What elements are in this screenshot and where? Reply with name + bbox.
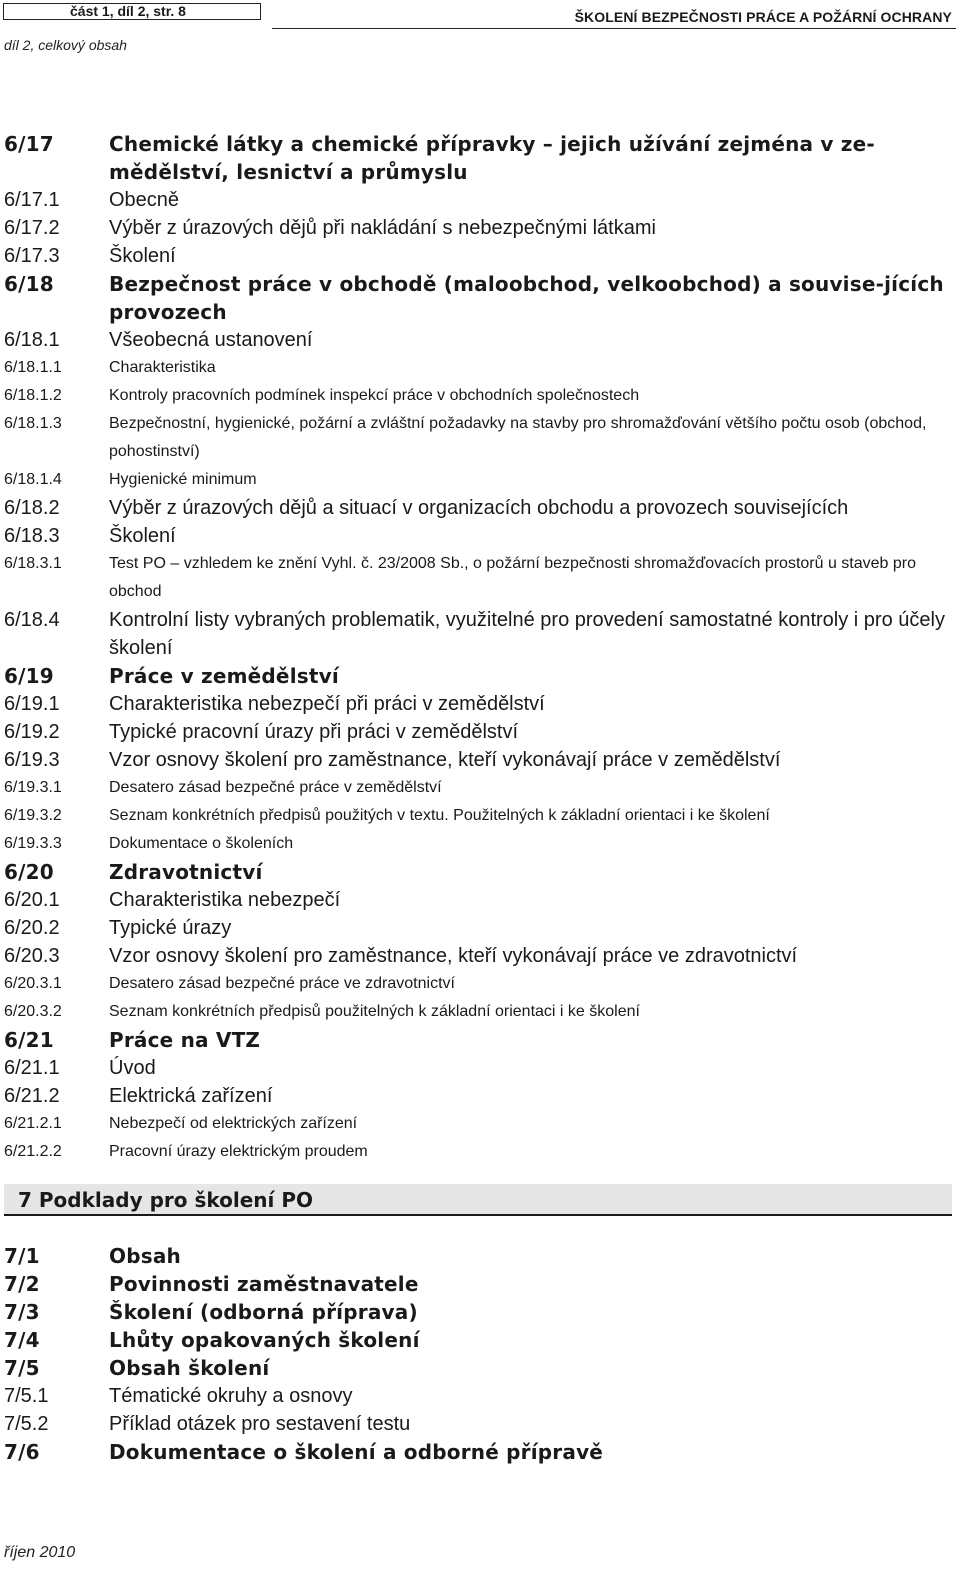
- toc-entry-title: Bezpečnostní, hygienické, požární a zvláštní požadavky na stavby pro shromažďování většího počtu osob (obchod, pohostinství): [109, 415, 927, 460]
- toc-entry-title: Charakteristika nebezpečí: [109, 889, 341, 911]
- toc-entry: [0, 494, 960, 522]
- toc-entry-number: 6/19.3.2: [4, 807, 62, 824]
- toc-entry-title: Všeobecná ustanovení: [109, 329, 313, 351]
- toc-entry-title: Obsah školení: [109, 1356, 270, 1380]
- toc-entry-number: 7/4: [4, 1328, 40, 1352]
- volume-subtitle: díl 2, celkový obsah: [4, 37, 127, 53]
- toc-entry-number: 6/20.2: [4, 917, 60, 939]
- toc-entry: [0, 1354, 960, 1382]
- toc-entry-title: Školení: [109, 525, 176, 547]
- toc-entry: [0, 774, 960, 802]
- toc-entry: [0, 662, 960, 690]
- toc-entry-number: 7/5: [4, 1356, 40, 1380]
- toc-entry-number: 6/21.1: [4, 1057, 60, 1079]
- toc-entry: [0, 970, 960, 998]
- toc-entry-title: Elektrická zařízení: [109, 1085, 273, 1107]
- toc-entry-number: 6/17.3: [4, 245, 60, 267]
- toc-entry-number: 6/17.1: [4, 189, 60, 211]
- section-7-heading: 7 Podklady pro školení PO: [4, 1184, 952, 1216]
- toc-entry-title: Lhůty opakovaných školení: [109, 1328, 420, 1352]
- toc-entry-title: Výběr z úrazových dějů při nakládání s nebezpečnými látkami: [109, 217, 656, 239]
- toc-entry-number: 6/17: [4, 132, 54, 156]
- toc-entry-title: Příklad otázek pro sestavení testu: [109, 1413, 411, 1435]
- toc-entry-number: 6/18.2: [4, 497, 60, 519]
- toc-entry-number: 7/2: [4, 1272, 40, 1296]
- toc-entry-number: 6/18.1.4: [4, 471, 62, 488]
- toc-entry: [0, 382, 960, 410]
- toc-entry-number: 6/21: [4, 1028, 54, 1052]
- toc-entry-number: 6/20.3.2: [4, 1003, 62, 1020]
- toc-entry: [0, 1138, 960, 1166]
- toc-entry-number: 6/18.1.1: [4, 359, 62, 376]
- toc-entry-title: Školení (odborná příprava): [109, 1300, 418, 1324]
- toc-entry-title: Seznam konkrétních předpisů použitých v textu. Použitelných k základní orientaci i ke školení: [109, 807, 770, 824]
- toc-entry: [0, 746, 960, 774]
- toc-entry-title: Zdravotnictví: [109, 860, 263, 884]
- toc-entry: [0, 998, 960, 1026]
- toc-entry: [0, 1410, 960, 1438]
- toc-entry-title: Chemické látky a chemické přípravky – jejich užívání zejména v ze-mědělství, lesnictví a průmyslu: [109, 132, 875, 184]
- toc-entry: [0, 1382, 960, 1410]
- toc-entry-number: 6/18.3: [4, 525, 60, 547]
- toc-entry: [0, 550, 960, 606]
- toc-entry: [0, 214, 960, 242]
- toc-entry-title: Obsah: [109, 1244, 181, 1268]
- toc-entry-number: 6/20.1: [4, 889, 60, 911]
- toc-entry: [0, 1054, 960, 1082]
- toc-entry-number: 6/18.1.3: [4, 415, 62, 432]
- toc-entry-title: Výběr z úrazových dějů a situací v organizacích obchodu a provozech souvisejících: [109, 497, 849, 519]
- document-title: ŠKOLENÍ BEZPEČNOSTI PRÁCE A POŽÁRNÍ OCHRANY: [574, 9, 952, 25]
- toc-entry-number: 6/18: [4, 272, 54, 296]
- toc-entry-title: Nebezpečí od elektrických zařízení: [109, 1115, 358, 1132]
- toc-entry-number: 6/18.3.1: [4, 555, 62, 572]
- toc-entry-number: 6/18.4: [4, 609, 60, 631]
- toc-entry-title: Povinnosti zaměstnavatele: [109, 1272, 419, 1296]
- toc-entry-title: Desatero zásad bezpečné práce ve zdravotnictví: [109, 975, 455, 992]
- toc-entry: [0, 1242, 960, 1270]
- toc-entry-title: Kontrolní listy vybraných problematik, využitelné pro provedení samostatné kontroly i pro účely školení: [109, 609, 945, 659]
- toc-entry-number: 6/19.3.3: [4, 835, 62, 852]
- toc-entry-title: Vzor osnovy školení pro zaměstnance, kteří vykonávají práce v zemědělství: [109, 749, 781, 771]
- toc-entry-title: Vzor osnovy školení pro zaměstnance, kteří vykonávají práce ve zdravotnictví: [109, 945, 798, 967]
- toc-entry: [0, 1438, 960, 1466]
- toc-entry-title: Charakteristika nebezpečí při práci v zemědělství: [109, 693, 545, 715]
- toc-entry-number: 7/6: [4, 1440, 40, 1464]
- toc-entry-number: 6/19.3: [4, 749, 60, 771]
- toc-entry-title: Práce na VTZ: [109, 1028, 261, 1052]
- toc-entry-title: Bezpečnost práce v obchodě (maloobchod, velkoobchod) a souvise-jících provozech: [109, 272, 944, 324]
- toc-entry-number: 6/21.2.1: [4, 1115, 62, 1132]
- toc-entry: [0, 942, 960, 970]
- toc-entry-number: 7/5.2: [4, 1413, 49, 1435]
- toc-entry: [0, 830, 960, 858]
- toc-entry-title: Typické úrazy: [109, 917, 232, 939]
- toc-entry: [0, 326, 960, 354]
- toc-entry-title: Pracovní úrazy elektrickým proudem: [109, 1143, 368, 1160]
- toc-entry-number: 6/20: [4, 860, 54, 884]
- toc-entry: [0, 914, 960, 942]
- toc-entry-title: Úvod: [109, 1057, 156, 1079]
- table-of-contents: [0, 130, 960, 1166]
- part-label-box: [3, 3, 261, 20]
- toc-entry-number: 6/21.2.2: [4, 1143, 62, 1160]
- toc-entry-title: Práce v zemědělství: [109, 664, 339, 688]
- toc-entry-number: 6/17.2: [4, 217, 60, 239]
- toc-entry-title: Seznam konkrétních předpisů použitelných k základní orientaci i ke školení: [109, 1003, 640, 1020]
- toc-entry: [0, 1270, 960, 1298]
- toc-entry-title: Typické pracovní úrazy při práci v zemědělství: [109, 721, 519, 743]
- toc-entry-number: 6/20.3.1: [4, 975, 62, 992]
- toc-entry-number: 6/19: [4, 664, 54, 688]
- toc-entry-title: Školení: [109, 245, 176, 267]
- toc-entry: [0, 1026, 960, 1054]
- part-label: část 1, díl 2, str. 8: [70, 3, 186, 19]
- toc-entry-number: 6/18.1: [4, 329, 60, 351]
- toc-entry-title: Dokumentace o školeních: [109, 835, 294, 852]
- toc-entry-number: 6/19.1: [4, 693, 60, 715]
- toc-entry-number: 6/18.1.2: [4, 387, 62, 404]
- toc-entry: [0, 1326, 960, 1354]
- toc-entry: [0, 606, 960, 662]
- footer-date: říjen 2010: [4, 1544, 76, 1561]
- toc-entry: [0, 270, 960, 326]
- toc-entry-title: Tématické okruhy a osnovy: [109, 1385, 353, 1407]
- toc-entry-title: Dokumentace o školení a odborné přípravě: [109, 1440, 604, 1464]
- toc-entry-title: Hygienické minimum: [109, 471, 257, 488]
- toc-entry: [0, 410, 960, 466]
- toc-entry: [0, 242, 960, 270]
- toc-entry: [0, 354, 960, 382]
- toc-entry: [0, 1298, 960, 1326]
- toc-entry: [0, 802, 960, 830]
- toc-entry: [0, 690, 960, 718]
- toc-entry: [0, 858, 960, 886]
- toc-entry-title: Obecně: [109, 189, 180, 211]
- toc-entry-number: 7/5.1: [4, 1385, 49, 1407]
- toc-entry: [0, 186, 960, 214]
- toc-entry-number: 6/21.2: [4, 1085, 60, 1107]
- toc-entry: [0, 466, 960, 494]
- toc-entry-number: 6/20.3: [4, 945, 60, 967]
- toc-entry-number: 7/1: [4, 1244, 40, 1268]
- toc-entry-number: 7/3: [4, 1300, 40, 1324]
- toc-entry-title: Kontroly pracovních podmínek inspekcí práce v obchodních společnostech: [109, 387, 640, 404]
- toc-entry: [0, 522, 960, 550]
- toc-entry: [0, 1110, 960, 1138]
- toc-entry: [0, 1082, 960, 1110]
- toc-entry: [0, 130, 960, 186]
- toc-entry-number: 6/19.2: [4, 721, 60, 743]
- toc-entry-title: Charakteristika: [109, 359, 216, 376]
- header-rule: [272, 28, 956, 29]
- toc-entry-title: Test PO – vzhledem ke znění Vyhl. č. 23/2008 Sb., o požární bezpečnosti shromažďovacích prostorů u staveb pro obchod: [109, 555, 917, 600]
- toc-entry-title: Desatero zásad bezpečné práce v zemědělství: [109, 779, 442, 796]
- toc-entry: [0, 718, 960, 746]
- toc-entry-number: 6/19.3.1: [4, 779, 62, 796]
- section-7-contents: [0, 1242, 960, 1466]
- toc-entry: [0, 886, 960, 914]
